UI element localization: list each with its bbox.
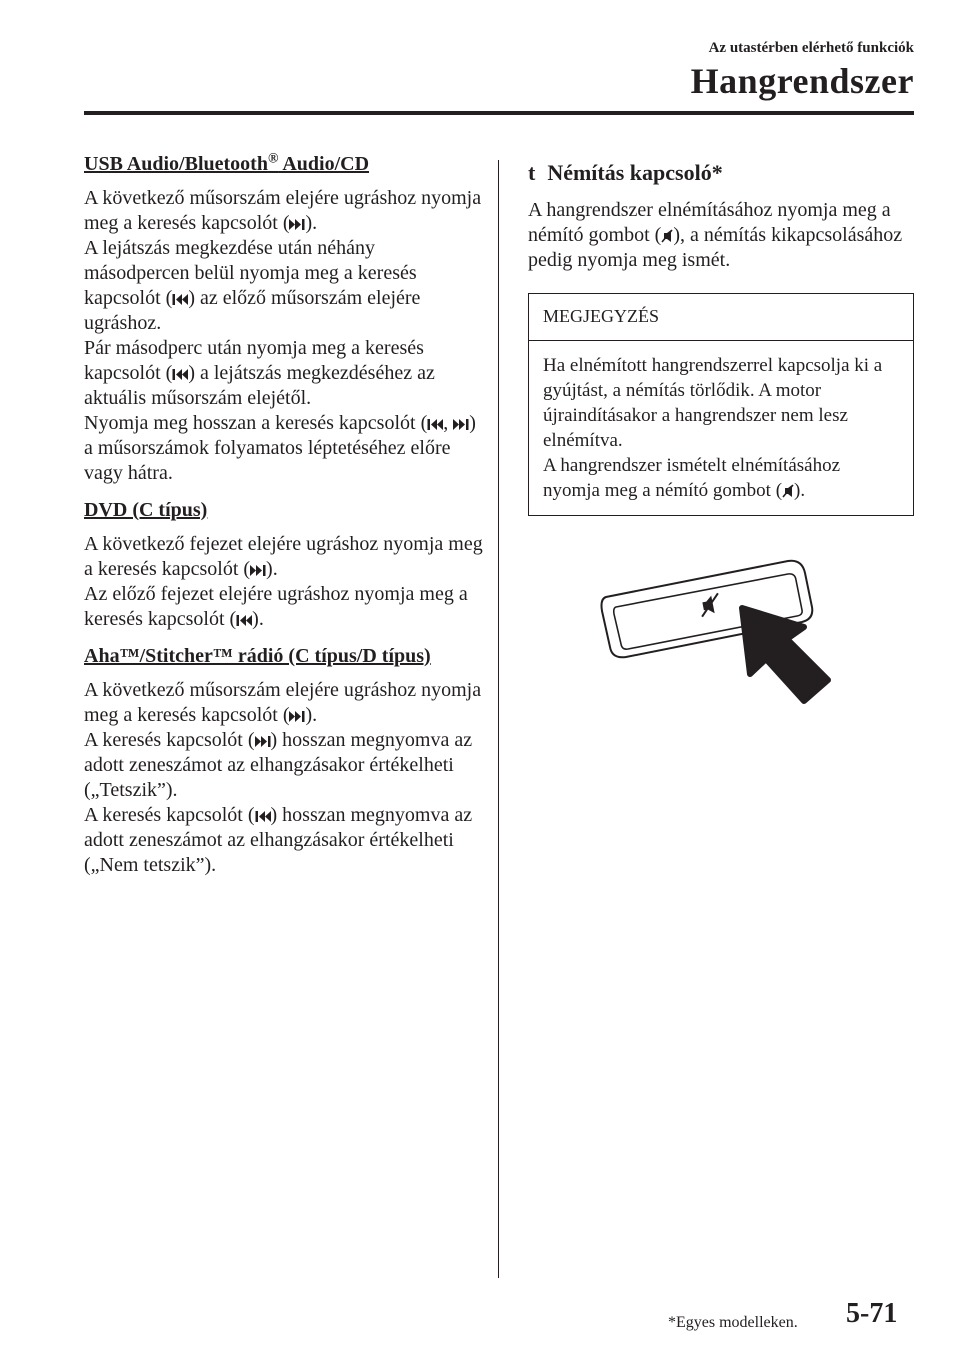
usb-next-paragraph: A következő műsorszám elejére ugráshoz nyomja meg a keresés kapcsolót ( ).	[84, 187, 482, 234]
skip-forward-icon	[289, 711, 305, 722]
left-column	[84, 152, 484, 890]
page-title: Hangrendszer	[690, 61, 914, 101]
footnote: *Egyes modelleken.	[668, 1314, 798, 1331]
aha-stitcher-heading: Aha™/Stitcher™ rádió (C típus/D típus)	[84, 645, 431, 667]
dvd-next-paragraph: A következő fejezet elejére ugráshoz nyomja meg a keresés kapcsolót ( ).	[84, 533, 483, 580]
skip-back-icon	[236, 615, 252, 626]
aha-next-paragraph: A következő műsorszám elejére ugráshoz nyomja meg a keresés kapcsolót ( ).	[84, 679, 482, 726]
usb-restart-paragraph: Pár másodperc után nyomja meg a keresés kapcsolót ( ) a lejátszás megkezdéséhez az aktuális műsorszám elejétől.	[84, 337, 435, 409]
header-rule	[84, 111, 914, 115]
dvd-heading: DVD (C típus)	[84, 499, 208, 521]
note-text-mute: A hangrendszer ismételt elnémításához nyomja meg a némító gombot ( ).	[543, 455, 841, 501]
usb-prev-paragraph: A lejátszás megkezdése után néhány másodpercen belül nyomja meg a keresés kapcsolót ( ) az előző műsorszám elejére ugráshoz.	[84, 237, 421, 334]
dvd-prev-paragraph: Az előző fejezet elejére ugráshoz nyomja meg a keresés kapcsolót ( ).	[84, 583, 468, 630]
skip-forward-icon	[289, 219, 305, 230]
skip-back-icon	[255, 811, 271, 822]
aha-like-paragraph: A keresés kapcsolót ( ) hosszan megnyomva az adott zeneszámot az elhangzásakor értékelheti („Tetszik”).	[84, 729, 473, 801]
mute-icon	[782, 484, 794, 498]
note-title: MEGJEGYZÉS	[529, 294, 913, 341]
press-arrow-icon	[742, 608, 828, 701]
skip-back-icon	[427, 419, 443, 430]
page-number: 5-71	[846, 1298, 898, 1329]
skip-forward-icon	[453, 419, 469, 430]
mute-paragraph: A hangrendszer elnémításához nyomja meg a némító gombot ( ), a némítás kikapcsolásához pedig nyomja meg ismét.	[528, 199, 903, 271]
mute-icon	[661, 229, 673, 243]
skip-back-icon	[172, 294, 188, 305]
mute-button-illustration	[590, 555, 840, 715]
note-box	[528, 293, 914, 516]
column-divider	[498, 160, 499, 1278]
right-column	[528, 160, 918, 516]
skip-forward-icon	[255, 736, 271, 747]
skip-forward-icon	[250, 565, 266, 576]
usb-audio-heading: USB Audio/Bluetooth® Audio/CD	[84, 151, 370, 175]
note-body	[529, 341, 913, 515]
note-text: Ha elnémított hangrendszerrel kapcsolja ki a gyújtást, a némítás törlődik. A motor újraindításakor a hangrendszer nem lesz elnémítva.	[543, 355, 883, 451]
running-header: Az utastérben elérhető funkciók	[708, 40, 914, 56]
skip-back-icon	[172, 369, 188, 380]
aha-dislike-paragraph: A keresés kapcsolót ( ) hosszan megnyomva az adott zeneszámot az elhangzásakor értékelheti („Nem tetszik”).	[84, 804, 473, 876]
usb-hold-paragraph: Nyomja meg hosszan a keresés kapcsolót ( , ) a műsorszámok folyamatos léptetéséhez előre vagy hátra.	[84, 412, 476, 484]
mute-switch-heading: t Némítás kapcsoló*	[528, 160, 723, 185]
